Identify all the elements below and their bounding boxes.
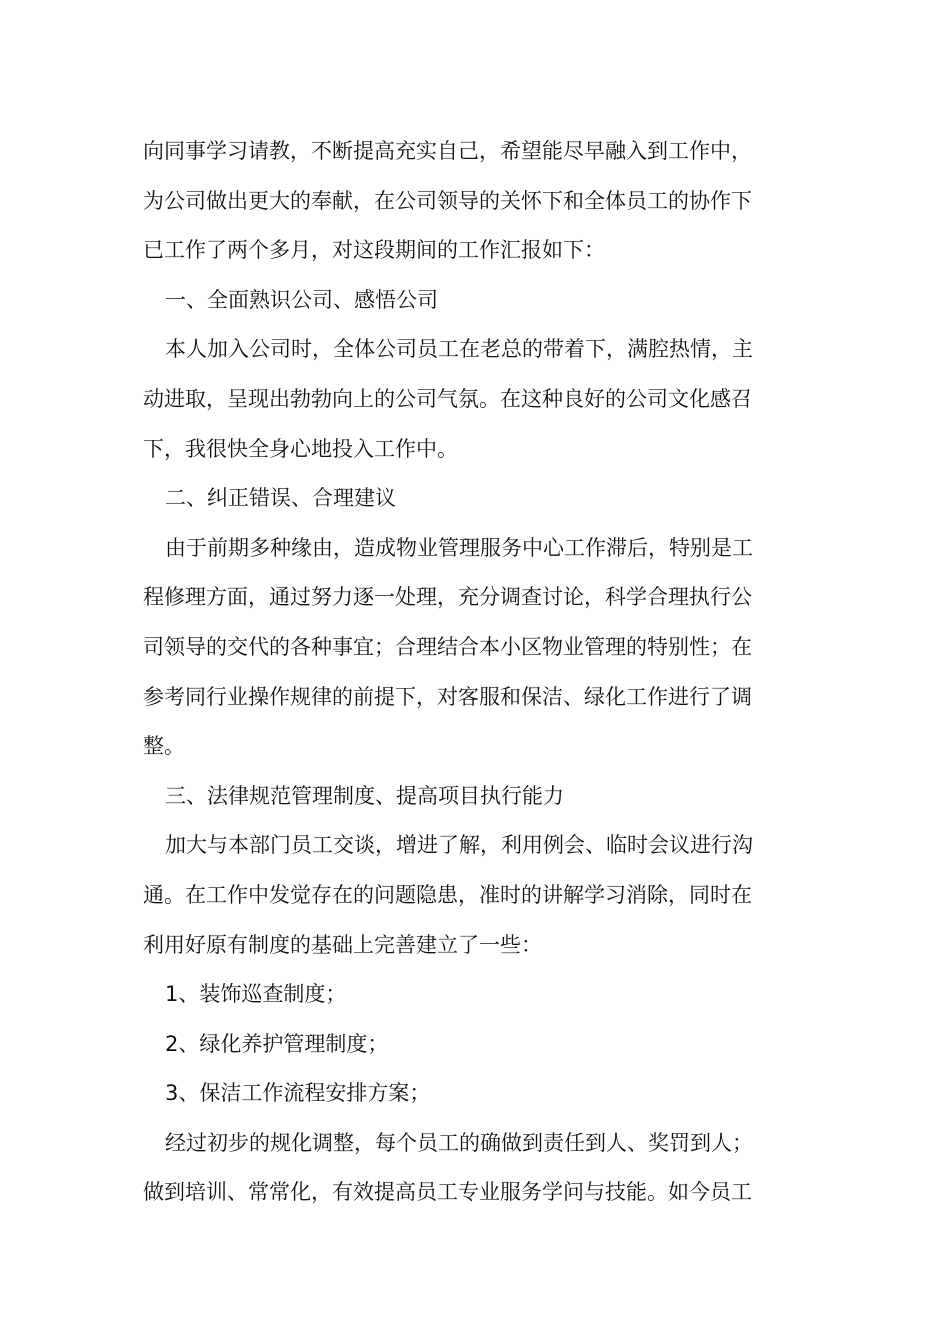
text-line: 由于前期多种缘由，造成物业管理服务中心工作滞后，特别是工 <box>165 535 753 560</box>
paragraph <box>143 325 807 474</box>
text-line: 为公司做出更大的奉献，在公司领导的关怀下和全体员工的协作下 <box>143 188 752 213</box>
text-line: 向同事学习请教，不断提高充实自己，希望能尽早融入到工作中， <box>143 139 752 163</box>
heading-text: 一、全面熟识公司、感悟公司 <box>165 287 438 312</box>
list-item <box>143 970 807 1020</box>
list-item <box>143 1020 807 1070</box>
text-line: 利用好原有制度的基础上完善建立了一些： <box>143 932 542 957</box>
text-line: 下，我很快全身心地投入工作中。 <box>143 436 458 461</box>
section-heading-1 <box>143 276 807 326</box>
paragraph <box>143 524 807 772</box>
list-item-text: 2、绿化养护管理制度； <box>165 1031 389 1056</box>
paragraph <box>143 1119 807 1218</box>
text-line: 通。在工作中发觉存在的问题隐患，准时的讲解学习消除，同时在 <box>143 882 752 907</box>
paragraph <box>143 821 807 970</box>
text-line: 程修理方面，通过努力逐一处理，充分调查讨论，科学合理执行公 <box>143 585 752 610</box>
text-line: 加大与本部门员工交谈，增进了解，利用例会、临时会议进行沟 <box>165 833 753 858</box>
text-line: 经过初步的规化调整，每个员工的确做到责任到人、奖罚到人； <box>165 1130 753 1155</box>
text-line: 动进取，呈现出勃勃向上的公司气氛。在这种良好的公司文化感召 <box>143 386 752 411</box>
list-item <box>143 1069 807 1119</box>
text-line: 已工作了两个多月，对这段期间的工作汇报如下： <box>143 238 605 263</box>
text-line: 本人加入公司时，全体公司员工在老总的带着下，满腔热情，主 <box>165 337 753 362</box>
list-item-text: 1、装饰巡查制度； <box>165 982 347 1007</box>
text-line: 司领导的交代的各种事宜；合理结合本小区物业管理的特别性；在 <box>143 634 752 659</box>
text-line: 做到培训、常常化，有效提高员工专业服务学问与技能。如今员工 <box>143 1180 752 1205</box>
section-heading-2 <box>143 474 807 524</box>
document-body <box>143 127 807 1218</box>
text-line: 参考同行业操作规律的前提下，对客服和保洁、绿化工作进行了调 <box>143 684 752 709</box>
paragraph-continued <box>143 127 807 276</box>
list-item-text: 3、保洁工作流程安排方案； <box>165 1081 431 1106</box>
section-heading-3 <box>143 772 807 822</box>
heading-text: 三、法律规范管理制度、提高项目执行能力 <box>165 783 564 808</box>
heading-text: 二、纠正错误、合理建议 <box>165 486 396 511</box>
text-line: 整。 <box>143 734 185 759</box>
